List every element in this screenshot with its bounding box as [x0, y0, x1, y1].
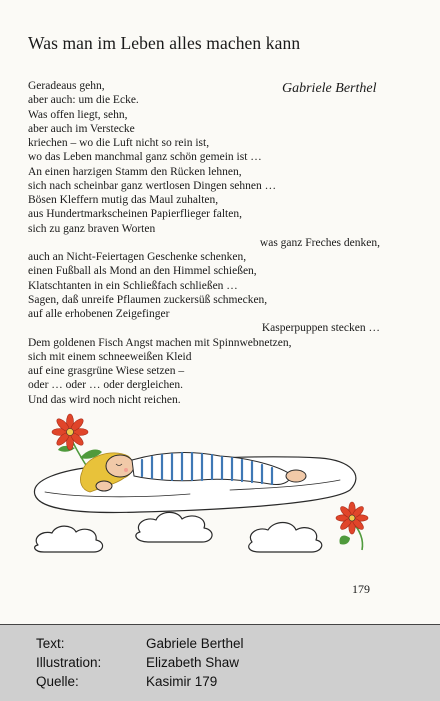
girl-foot	[286, 470, 306, 482]
credits-panel	[0, 624, 440, 701]
credit-label: Text:	[36, 636, 65, 651]
poem-line: was ganz Freches denken,	[259, 236, 380, 249]
poem-line: sich zu ganz braven Worten	[28, 222, 156, 235]
credit-value: Elizabeth Shaw	[146, 655, 240, 670]
poem-line: sich mit einem schneeweißen Kleid	[28, 350, 192, 363]
poem-line: Sagen, daß unreife Pflaumen zuckersüß schmecken,	[28, 293, 268, 306]
poem-line: Kasperpuppen stecken …	[261, 322, 380, 335]
poem-line: Dem goldenen Fisch Angst machen mit Spinnwebnetzen,	[28, 336, 292, 349]
poem-line: Geradeaus gehn,	[28, 80, 105, 92]
poem-line: Bösen Kleffern mutig das Maul zuhalten,	[28, 194, 219, 206]
poem-line: wo das Leben manchmal ganz schön gemein ist …	[28, 151, 262, 164]
poem-line: Klatschtanten in ein Schließfach schließen …	[28, 279, 238, 292]
poem-line: sich nach scheinbar ganz wertlosen Dingen sehnen …	[28, 179, 277, 192]
girl-face	[106, 455, 134, 477]
poem-line: aus Hundertmarkscheinen Papierflieger falten,	[28, 208, 242, 221]
red-flower-left	[52, 414, 88, 450]
poem-line: aber auch im Verstecke	[28, 122, 135, 135]
credit-label: Illustration:	[36, 655, 102, 670]
cloud-right	[249, 523, 322, 553]
poem-line: kriechen – wo die Luft nicht so rein ist,	[28, 137, 210, 149]
poem-line: einen Fußball als Mond an den Himmel schießen,	[28, 265, 257, 278]
poem-line: auf eine grasgrüne Wiese setzen –	[28, 365, 185, 377]
poem-line: auf alle erhobenen Zeigefinger	[28, 308, 170, 320]
page-number: 179	[352, 582, 370, 596]
poem-author: Gabriele Berthel	[282, 81, 377, 96]
red-flower-right	[336, 502, 368, 534]
girl-sleeping-on-pillow-cloud-illustration	[20, 400, 420, 560]
poem-line: Was offen liegt, sehn,	[28, 108, 128, 121]
credit-value: Kasimir 179	[146, 674, 218, 689]
cloud-left	[35, 526, 103, 552]
poem-title: Was man im Leben alles machen kann	[28, 33, 301, 53]
poem-text	[28, 79, 388, 407]
poem-line: aber auch: um die Ecke.	[28, 94, 139, 107]
cloud-middle	[136, 512, 212, 542]
poem-line: auch an Nicht-Feiertagen Geschenke schenken,	[28, 251, 247, 263]
poem-line: oder … oder … oder dergleichen.	[28, 379, 183, 392]
credit-value: Gabriele Berthel	[146, 636, 244, 651]
poem-line: Und das wird noch nicht reichen.	[28, 393, 181, 406]
poem-line: An einen harzigen Stamm den Rücken lehnen,	[28, 165, 242, 178]
credit-label: Quelle:	[36, 674, 79, 689]
